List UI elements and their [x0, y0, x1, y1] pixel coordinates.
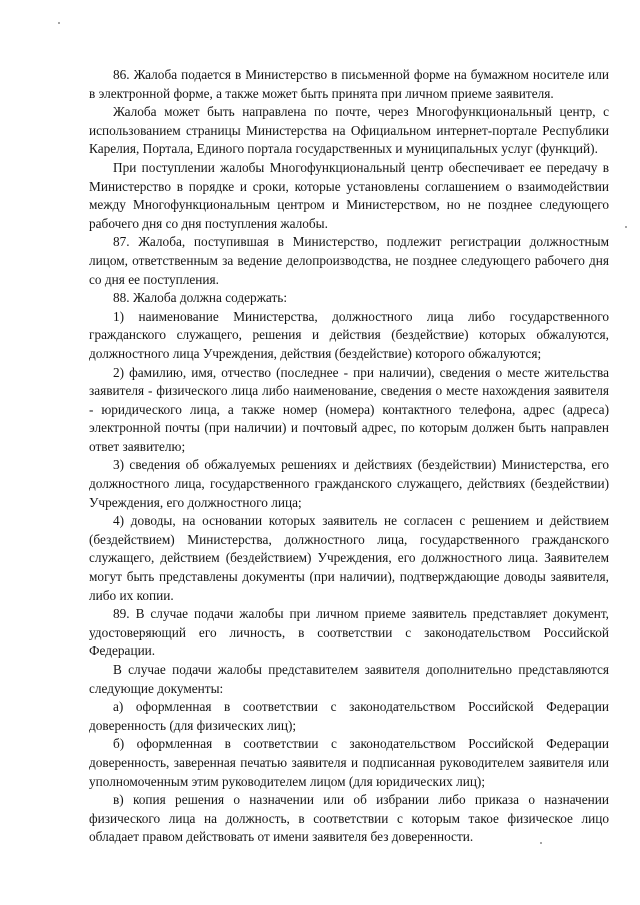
- list-item-v: в) копия решения о назначении или об избрании либо приказа о назначении физического лица на должность, в соответствии с которым такое физическое лицо обладает правом действовать от имени заявителя без доверенности.: [89, 792, 609, 845]
- list-item-a: а) оформленная в соответствии с законодательством Российской Федерации доверенность (для физических лиц);: [89, 699, 609, 733]
- document-body: [89, 66, 609, 847]
- paragraph-mfc-transfer: При поступлении жалобы Многофункциональный центр обеспечивает ее передачу в Министерство в порядке и сроки, которые установлены соглашением о взаимодействии между Многофункциональным центром и Министерством, но не позднее следующего рабочего дня со дня поступления жалобы.: [89, 159, 609, 231]
- list-item-2: 2) фамилию, имя, отчество (последнее - при наличии), сведения о месте жительства заявителя - физического лица либо наименование, сведения о месте нахождения заявителя - юридического лица, а также номер (номера) контактного телефона, адрес (адреса) электронной почты (при наличии) и почтовый адрес, по которым должен быть направлен ответ заявителю;: [89, 364, 609, 454]
- scan-speck: [58, 22, 60, 24]
- paragraph-complaint-delivery: Жалоба может быть направлена по почте, через Многофункциональный центр, с использованием страницы Министерства на Официальном интернет-портале Республики Карелия, Портала, Единого портала государственных и муниципальных услуг (функций).: [89, 104, 609, 157]
- paragraph-representative: В случае подачи жалобы представителем заявителя дополнительно представляются следующие документы:: [89, 662, 609, 696]
- list-item-1: 1) наименование Министерства, должностного лица либо государственного гражданского служащего, решения и действия (бездействие) которых обжалуются, должностного лица Учреждения, действия (бездействие) которого обжалуются;: [89, 308, 609, 361]
- scan-speck: [625, 226, 627, 228]
- paragraph-87: 87. Жалоба, поступившая в Министерство, подлежит регистрации должностным лицом, ответственным за ведение делопроизводства, не позднее следующего рабочего дня со дня ее поступления.: [89, 234, 609, 287]
- list-item-4: 4) доводы, на основании которых заявитель не согласен с решением и действием (бездействием) Министерства, должностного лица, государственного гражданского служащего, действием (бездействием) Учреждения, его должностного лица. Заявителем могут быть представлены документы (при наличии), подтверждающие доводы заявителя, либо их копии.: [89, 513, 609, 603]
- list-item-3: 3) сведения об обжалуемых решениях и действиях (бездействии) Министерства, его должностного лица, государственного гражданского служащего, действиях (бездействии) Учреждения, его должностного лица;: [89, 457, 609, 510]
- list-item-b: б) оформленная в соответствии с законодательством Российской Федерации доверенность, заверенная печатью заявителя и подписанная руководителем заявителя или уполномоченным этим руководителем лицом (для юридических лиц);: [89, 736, 609, 789]
- paragraph-88: 88. Жалоба должна содержать:: [113, 290, 288, 306]
- paragraph-89: 89. В случае подачи жалобы при личном приеме заявитель представляет документ, удостоверяющий его личность, в соответствии с законодательством Российской Федерации.: [89, 606, 609, 659]
- paragraph-86: 86. Жалоба подается в Министерство в письменной форме на бумажном носителе или в электронной форме, а также может быть принята при личном приеме заявителя.: [89, 67, 609, 101]
